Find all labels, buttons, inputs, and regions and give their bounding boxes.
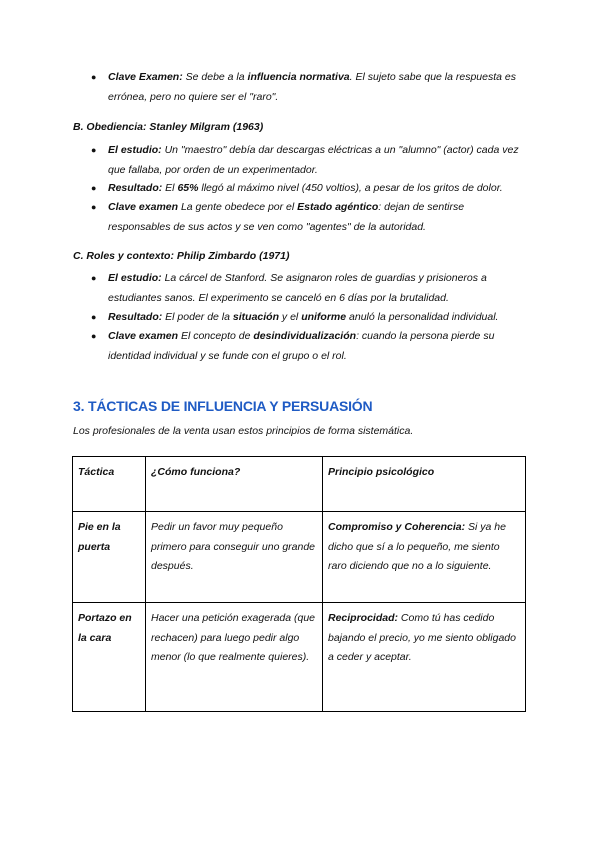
item-label: Clave examen [108,330,179,342]
item-text: La gente obedece por el [178,201,298,213]
item-text: y el [279,311,302,323]
bullet-icon: ● [91,183,97,193]
item-label: El estudio: [108,144,162,156]
principle-text: Si ya he dicho que sí a lo pequeño, me siento raro diciendo que no a lo siguiente. [328,521,506,572]
bullet-icon: ● [91,202,97,212]
item-emphasis: Estado agéntico [297,201,379,213]
section-3-title: 3. TÁCTICAS DE INFLUENCIA Y PERSUASIÓN [73,398,373,414]
item-text: La cárcel de Stanford. Se asignaron roles de guardias y prisioneros a estudiantes sanos. El experimento se canceló en 6 días por la brutalidad. [108,272,487,304]
item-text: Un "maestro" debía dar descargas eléctricas a un "alumno" (actor) cada vez que fallaba, por orden de un experimentador. [108,144,519,176]
item-label: Clave Examen: [108,71,183,83]
cell-tactica: Portazo en la cara [73,603,146,712]
list-item [91,308,528,328]
list-item [91,327,528,366]
principle-label: Compromiso y Coherencia: [328,521,466,533]
item-text: : cuando la persona pierde su identidad individual y se funde con el grupo o el rol. [108,330,495,362]
item-text: Se debe a la [182,71,248,83]
item-text: El [162,182,178,194]
item-emphasis: situación [232,311,279,323]
section-3-intro: Los profesionales de la venta usan estos principios de forma sistemática. [73,425,414,437]
list-item [91,68,528,107]
bullet-icon: ● [91,312,97,322]
item-text: : dejan de sentirse responsables de sus actos y se ven como "agentes" de la autoridad. [108,201,465,233]
item-text: anuló la personalidad individual. [346,311,499,323]
principle-text: Como tú has cedido bajando el precio, yo me siento obligado a ceder y aceptar. [328,612,516,663]
table-row [73,512,526,603]
item-emphasis: influencia normativa [247,71,350,83]
table-header-row [73,457,526,512]
item-label: El estudio: [108,272,162,284]
header-principio: Principio psicológico [323,457,526,512]
item-label: Clave examen [108,201,179,213]
item-label: Resultado: [108,311,163,323]
header-tactica: Táctica [73,457,146,512]
bullet-icon: ● [91,331,97,341]
cell-tactica: Pie en la puerta [73,512,146,603]
tactics-table [72,456,526,712]
item-text: . El sujeto sabe que la respuesta es errónea, pero no quiere ser el "raro". [108,71,516,103]
cell-principio [323,603,526,712]
bullet-icon: ● [91,145,97,155]
bullet-icon: ● [91,273,97,283]
principle-label: Reciprocidad: [328,612,399,624]
list-item [91,179,528,199]
cell-como: Hacer una petición exagerada (que rechacen) para luego pedir algo menor (lo que realmente quieres). [146,603,323,712]
section-b-heading: B. Obediencia: Stanley Milgram (1963) [73,121,264,133]
bullet-icon: ● [91,72,97,82]
list-item [91,141,528,180]
item-emphasis: desindividualización [253,330,357,342]
list-item [91,198,528,237]
cell-como: Pedir un favor muy pequeño primero para conseguir uno grande después. [146,512,323,603]
item-text: El poder de la [162,311,233,323]
item-label: Resultado: [108,182,163,194]
item-emphasis: 65% [177,182,199,194]
table-row [73,603,526,712]
item-emphasis: uniforme [301,311,347,323]
section-c-heading: C. Roles y contexto: Philip Zimbardo (1971) [73,250,290,262]
header-como-funciona: ¿Cómo funciona? [146,457,323,512]
cell-principio [323,512,526,603]
item-text: llegó al máximo nivel (450 voltios), a pesar de los gritos de dolor. [198,182,503,194]
item-text: El concepto de [178,330,254,342]
list-item [91,269,528,308]
